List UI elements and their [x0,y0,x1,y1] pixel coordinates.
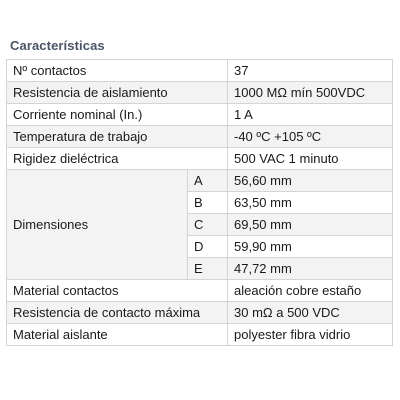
table-row [7,60,393,82]
spec-value: 37 [228,60,393,82]
dimension-value: 47,72 mm [228,258,393,280]
spec-label: Rigidez dieléctrica [7,148,228,170]
spec-value: aleación cobre estaño [228,280,393,302]
dimensions-label: Dimensiones [7,170,188,280]
spec-label: Material contactos [7,280,228,302]
dimension-letter: C [188,214,228,236]
table-row [7,280,393,302]
spec-value: 500 VAC 1 minuto [228,148,393,170]
spec-value: -40 ºC +105 ºC [228,126,393,148]
dimension-value: 59,90 mm [228,236,393,258]
table-row [7,82,393,104]
table-row [7,126,393,148]
table-row [7,324,393,346]
table-row [7,170,393,192]
spec-value: 30 mΩ a 500 VDC [228,302,393,324]
table-row [7,302,393,324]
table-row [7,104,393,126]
spec-value: 1 A [228,104,393,126]
dimension-letter: B [188,192,228,214]
spec-label: Material aislante [7,324,228,346]
table-row [7,148,393,170]
dimension-letter: A [188,170,228,192]
dimension-letter: E [188,258,228,280]
spec-label: Nº contactos [7,60,228,82]
spec-value: 1000 MΩ mín 500VDC [228,82,393,104]
dimension-value: 63,50 mm [228,192,393,214]
spec-label: Corriente nominal (In.) [7,104,228,126]
spec-label: Resistencia de aislamiento [7,82,228,104]
section-title: Características [10,38,105,53]
dimension-letter: D [188,236,228,258]
specifications-table [6,59,393,346]
dimension-value: 56,60 mm [228,170,393,192]
spec-label: Temperatura de trabajo [7,126,228,148]
dimension-value: 69,50 mm [228,214,393,236]
spec-label: Resistencia de contacto máxima [7,302,228,324]
spec-value: polyester fibra vidrio [228,324,393,346]
